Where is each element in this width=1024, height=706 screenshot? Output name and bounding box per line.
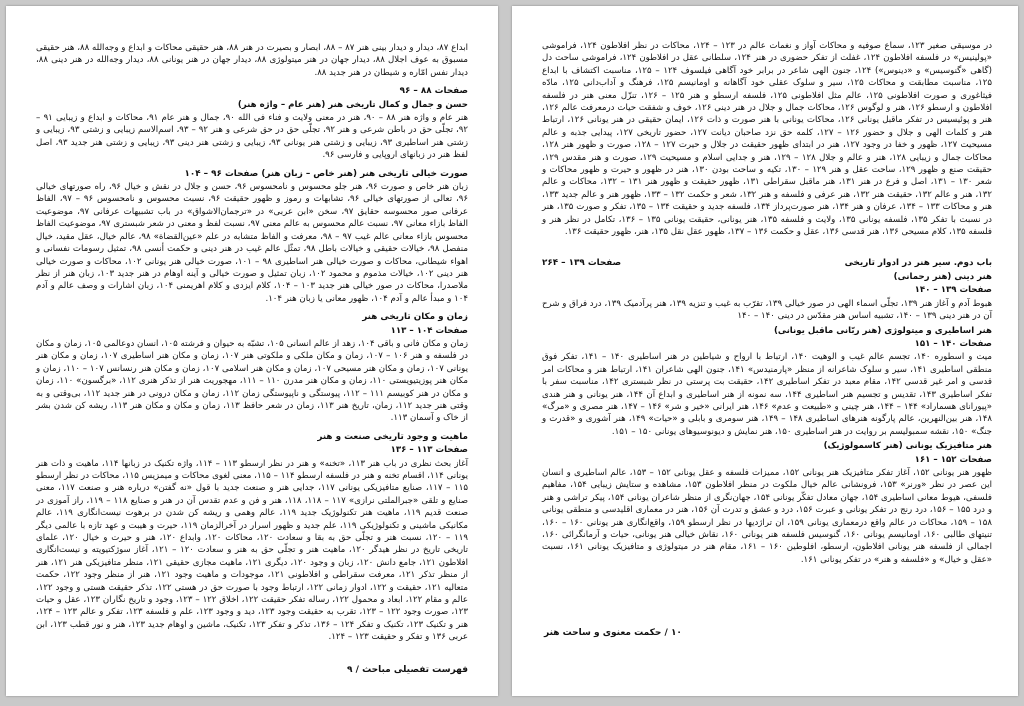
paragraph: هنر عام و واژه هنر ۸۸ – ۹۰، هنر در معنی ولایت و فناء فی الله ۹۰، جمال و هنر عام ۹۱، محاکات و ابداع و زیبایی ۹۱ – ۹۲، تجلّی حق در باطن شرعی و هنر ۹۲، تجلّی حق در حق شرعی و هنر ۹۲ – ۹۳، اسم‌الاسم زیبایی و زشتی ۹۳، زیبایی و زشتی هنر اساطیری ۹۳، زیبایی و زشتی هنر یونانی ۹۳، زیبایی و زشتی هنر دینی ۹۳، زیبایی و زشتی هنر جدید ۹۳، اصل لفظ هنر در زبانهای اروپایی و فارسی ۹۶. <box>36 113 468 161</box>
chapter-pages: صفحات ۱۳۹ – ۲۶۴ <box>542 257 622 268</box>
section-pages: صفحات ۸۸ – ۹۶ <box>399 86 468 97</box>
section-heading <box>36 85 468 97</box>
section-pages: صفحات ۱۵۲ – ۱۶۱ <box>914 454 992 465</box>
left-page <box>6 6 498 696</box>
paragraph: آغاز بحث نظری در باب هنر ۱۱۳، «تخنه» و هنر در نظر ارسطو ۱۱۳ – ۱۱۴، واژه تکنیک در زبانها ۱۱۴، ماهیت و ذات هنر یونانی ۱۱۴، اقسام تخنه و هنر در فلسفه ارسطو ۱۱۴ – ۱۱۵، معنی لغوی محاکات و میمزیس ۱۱۵، محاکات در نظر ارسطو ۱۱۵ – ۱۱۷، صنایع متافیزیکی یونانی ۱۱۷، جدایی هنر و صنعت جدید با قول «نه گفتن» درباره هنر و صنعت ۱۱۷، معنی صنایع و تلقی «جبرالملتی نرازی» ۱۱۷ – ۱۱۸، ۱۱۸، هنر و فن و عدم تقدس آن در هنر و صنایع ۱۱۸ – ۱۱۹، راز آموزی در صنعت قدیم ۱۱۹، ماهیت هنر تکنولوژیک جدید ۱۱۹، عالم وهمی و ریشه کن شدن در برهوت نیست‌انگاری ۱۱۹، عالم مکانیکی ماشینی و تکنولوژیکی ۱۱۹، علم جدید و ظهور اسرار در آخرالزمان ۱۱۹، حیرت و هیبت و عهد تازه با عالمی دیگر ۱۱۹ – ۱۲۰، نسبت هنر و تجلّی حق به بقا و سعادت ۱۲۰، محاکات ۱۲۰، وابداع ۱۲۰، هنر و حیرت و خیال ۱۲۰، علمای تاریخی تاریخ در نظر هیدگر ۱۲۰، ماهیت هنر و تجلّی حق به هنر و سعادت ۱۲۰ – ۱۲۱، آغاز سوژکتیویته و نیست‌انگاری افلاطون ۱۲۱، جامع دانش ۱۲۰، زبان و وجود ۱۲۰، دیگری ۱۲۱، ماهیت مجازی حقیقی ۱۲۱، منظر متافیزیکی هنر ۱۲۱، هنر از منظر تذکر ۱۲۱، معرفت سقراطی و افلاطونی ۱۲۱، موجودات و ماهیت وجود ۱۲۱، هنر از منظر وجود ۱۲۲، حکمت متعالیه ۱۲۱، حقیقت و ۱۲۲، ادوار زمانی ۱۲۲، ارتباط وجود با صورت حق در هستی ۱۲۲، تذکر حقیقت هستی و وجود ۱۲۲، عالم و مقام ۱۲۲، ابعاد و محمول ۱۲۲، رساله تفکر حقیقت ۱۲۲، اخلاق ۱۲۲ – ۱۲۳، وجود و تاریخ نگاران ۱۲۳، عقل و حیات ۱۲۳، صورت وجود ۱۲۲ – ۱۲۳، تقرب به حقیقت وجود ۱۲۳، دید و وجود ۱۲۳، علم و فلسفه ۱۲۳، تفکر و عالم ۱۲۳ – ۱۲۴، هنر و تکنیک ۱۲۳، تکنیک و تفکر ۱۲۴ – ۱۳۶، تذکر و تفکر ۱۲۳، تکنیک، ماشین و اوهام جدید ۱۲۳، هنر و نور قطب ۱۲۳، ابن عربی ۱۳۶ و تفکر و حقیقت ۱۲۳ – ۱۲۴. <box>36 458 469 643</box>
right-page-text-column <box>542 40 992 568</box>
paragraph: ابداع ۸۷، دیدار و دیدار بینی هنر ۸۷ – ۸۸، ابصار و بصیرت در هنر ۸۸، هنر حقیقی محاکات و ابداع و وجه‌الله ۸۸، هنر حقیقی مسبوق به عوف اجلال ۸۸، دیدار جهان در هنر میتولوژی ۸۸، دیدار جهان در هنر یونانی ۸۸، دیدار وجه‌الله در هنر دینی ۸۸، دیدار نفس امّاره و شیطان در هنر جدید ۸۸. <box>36 43 469 78</box>
paragraph: میت و اسطوره ۱۴۰، تجسم عالم غیب و الوهیت ۱۴۰، ارتباط با ارواح و شیاطین در هنر اساطیری ۱۴۰ – ۱۴۱، تفکر فوق منطقی اساطیری ۱۴۱، سیر و سلوک شاعرانه از منظر «پارمنیدس» ۱۴۱، جنون الهی شاعران ۱۴۱، ارتباط هنر و محاکات امر قدسی و امر غیر قدسی ۱۴۲، مقام معبد در تفکر اساطیری ۱۴۲، حقیقت بت پرستی در نظر شبستری ۱۴۲، مناسبت سفر با تفکر اساطیری ۱۴۳، تقدیس و تجسیم هنر اساطیری ۱۴۴، سه نمونه از هنر اساطیری و ابداع آن ۱۴۴، هنر یونانی و هنر هندی «پیورانای هسماراد» ۱۴۴ – ۱۴۴، هنر چینی و «طبیعت و عدم» ۱۴۶، هنر ایرانی «خیر و شر» ۱۴۶ – ۱۴۷، هنر مصری و «مرگ» ۱۴۸، هنر بین‌النهرین، عالم پارگونه هنرهای اساطیری ۱۴۸ – ۱۴۹، هنر سومری و بابلی و «حیات» ۱۴۹، هنر آشوری و «قدرت و جنگ» ۱۵۰، نقشه سمبولیسم بر روایت در هنر اساطیری ۱۵۰، هنر نمایش و دیونوسیوهای یونانی ۱۵۰ – ۱۵۱. <box>542 352 993 437</box>
section-title: هنر اساطیری و میتولوژی (هنر ربّانی ماقبل یونانی) <box>773 325 992 336</box>
section-title: هنر متافیزیک یونانی (هنر کاسمولوژیک) <box>823 441 992 452</box>
page-footer: فهرست تفصیلی مباحث / ۹ <box>347 665 468 675</box>
section-title: هنر دینی (هنر رحمانی) <box>893 271 992 282</box>
section-title: ماهیت و وجود تاریخی صنعت و هنر <box>317 431 468 442</box>
section-title: زمان و مکان تاریخی هنر <box>362 312 468 323</box>
chapter-heading <box>542 257 992 269</box>
section-pages: صفحات ۱۳۹ – ۱۴۰ <box>914 285 992 296</box>
chapter-title: باب دوم. سیر هنر در ادوار تاریخی <box>844 257 992 268</box>
paragraph: ظهور هنر یونانی ۱۵۲، آغاز تفکر متافیزیک هنر یونانی ۱۵۲، ممیزات فلسفه و عقل یونانی ۱۵۲ – ۱۵۳، عالم اساطیری و انسان این عصر در نظر «ورنر» ۱۵۳، فرونشانی عالم خیال ملکوت در منظر افلاطون ۱۵۳، مشاهده و ستایش زیبایی ۱۵۴، مفاهیم فلسفی، هیوط معانی اساطیری ۱۵۴، جهان معادل تفکّر یونانی ۱۵۴، جهان‌نگری از منظر شاعران یونانی ۱۵۴، پیکر تراشی و هنر و درد ۱۵۵ – ۱۵۶، درد رنج در تفکر یونانی و عبرت ۱۵۶، درد و عشق و تدرت آن ۱۵۶، هنر در معماری اقلیدسی و منطقی یونانی ۱۵۸ – ۱۵۹، محاکات در عالم واقع درمعماری یونانی ۱۵۹، ان تراژدیها در نظر ارسطو ۱۵۹، واقع‌انگاری هنر یونانی ۱۶۰ – ۱۶۰، تنیتهای طالبی ۱۶۰، اومانیسم یونانی ۱۶۰، گنوسیس فلسفه هنر یونانی ۱۶۰، نقاش خیالی هنر یونانی، حیات و آرمانگرائی ۱۶۰، اجمالی از فلسفه هنر یونانی افلاطون، ارسطو، افلوطین ۱۶۰ – ۱۶۱، مقام هنر در میتولوژی و متافیزیک یونانی ۱۶۱، نسبت «عقل و خیال» و «فلسفه و هنر» در تفکر یونانی ۱۶۱. <box>542 468 992 565</box>
paragraph: زبان هنر خاص و صورت ۹۶، هنر جلو محسوس و نامحسوس ۹۶، حسن و جلال در نقش و خیال ۹۶، راه صورتهای خیالی ۹۶، تعالی از صورتهای خیالی ۹۶، تشابهات و رموز و ظهور حقیقت ۹۶، نسبت محسوس و نامحسوس ۹۶ – ۹۷، الفاظ عرفانی صور محسوسه حقایق ۹۷، سخن «ابن عربی» در «ترجمان‌الاشواق» در باب تشبیهات عرفانی ۹۷، موضوعیت الفاظ بازاء معانی ۹۷، نسبت عالم محسوس به عالم معنی ۹۷، نسبت لفظ و معنی در شعر شبستری ۹۷، موضوعیت الفاظ محسوس بازاء معانی عالم غیب ۹۷ – ۹۸، معرفت و الفاظ متشابه در علم «عین‌القضاة» ۹۸، عالم خیال، عقل مقید، خیال منفصل ۹۸، خیالات حقیقی و خیالات باطل ۹۸، تمثّل عالم غیب در هنر دینی و حکمت أنسی ۹۸، تمثیل رسومات نفسانی و اهواء شیطانی، محاکات و صورت خیالی هنر اساطیری ۹۸ – ۱۰۱، صورت خیالی هنر یونانی ۱۰۲، محاکات و صورت خیالی هنر دینی ۱۰۲، خیالات مذموم و محمود ۱۰۲، زبان تمثیل و صورت خیالی و آینه اوهام در هنر جدید ۱۰۳، زبان هنر از نظر ملاصدرا، محاکات در صور خیالی هنر جدید ۱۰۳ – ۱۰۴، کلام ایزدی و کلام اهریمنی ۱۰۴، زبان اشارات و وصف عالم و آدم ۱۰۴ و مبدأ عالم و آدم ۱۰۴، ظهور معانی یا زبان هنر ۱۰۴. <box>36 182 469 304</box>
left-page-text-column <box>36 42 468 646</box>
right-page <box>512 6 1018 696</box>
section-heading <box>36 168 468 180</box>
section-pages: صفحات ۹۶ – ۱۰۴ <box>184 168 259 179</box>
section-title: صورت خیالی تاریخی هنر (هنر خاص – زبان هنر) <box>261 168 468 179</box>
section-pages: صفحات ۱۴۰ – ۱۵۱ <box>914 338 992 349</box>
section-heading <box>36 431 468 443</box>
paragraph: زمان و مکان فانی و باقی ۱۰۴، زهد از عالم انسانی ۱۰۵، تشبّه به حیوان و فرشته ۱۰۵، انسان دوعالمی ۱۰۵، زمان و مکان در فلسفه و هنر ۱۰۶ – ۱۰۷، زمان و مکان ملکی و ملکوتی هنر ۱۰۷، زمان و مکان هنر اساطیری ۱۰۷، زمان و مکان هنر یونانی ۱۰۷، زمان و مکان هنر مسیحی ۱۰۷، زمان و مکان هنر اسلامی ۱۰۷، زمان و مکان هنر رنسانس ۱۰۷ – ۱۱۰، زمان و مکان هنر پوزیتیویستی ۱۱۰، زمان و مکان هنر مدرن ۱۱۰ – ۱۱۱، مهجوریت هنر از تذکر هنری ۱۱۲، «برگسون» ۱۱۰، زمان و مکان در هنر کوبیسم ۱۱۱ – ۱۱۲، پیوستگی و ناپیوستگی زمان ۱۱۲، زمان و مکان درونی در هنر جدید ۱۱۲، بی‌وقتی و به وقتی هنر جدید ۱۱۲، زمان، تاریخ هنر ۱۱۳، زمان در شعر حافظ ۱۱۳، زمان و مکان و مکان هنر ۱۱۳، ریشه کن شدن بشر از خاک و آسمان ۱۱۳. <box>36 338 469 424</box>
section-title: حسن و جمال و کمال تاریخی هنر (هنر عام – واژه هنر) <box>237 99 468 110</box>
paragraph: هبوط آدم و آغاز هنر ۱۳۹، تجلّی اسماء الهی در صور خیالی ۱۳۹، تقرّب به غیب و تنزیه ۱۳۹، هنر پرآدمیک ۱۳۹، درد فراق و شرح آن در هنر دینی ۱۳۹ – ۱۴۰، تشبیه اساس هنر مقدّس در دینی ۱۴۰ – ۱۴۰ <box>542 298 992 322</box>
section-heading <box>36 311 468 323</box>
section-pages: صفحات ۱۰۴ – ۱۱۳ <box>390 325 468 336</box>
paragraph: در موسیقی صغیر ۱۲۳، سماع صوفیه و محاکات آواز و نغمات عالم در ۱۲۳ – ۱۲۴، محاکات در نظر افلاطون ۱۲۴، فراموشی «پولینیس» در فلسفه افلاطون ۱۲۴، غفلت از تفکر حضوری در هنر ۱۲۴، سلطانی عقل در افلاطون ۱۲۴، فراموشی ساحت دل (گاهی «گنوسیس» و «دینوس») ۱۲۴، جنون الهی شاعر در برابر خود آگاهی فیلسوف ۱۲۴ – ۱۲۵، مناسبت اکتشاف با ابداع ۱۲۵، مناسبت مطابقت و محاکات ۱۲۵، سیر و سلوک عقلی خود آگاهانه و اومانیسم ۱۲۵، فرهنگ و آداب‌دانی ۱۲۵، مادّه فیثاغوری و صورت افلاطونی ۱۲۵، عالم مثل افلاطونی ۱۲۵، فلسفه ارسطو و هنر ۱۲۵ – ۱۲۶، تنزّل معنی هنر در فلسفه افلاطون و ارسطو ۱۲۶، هنر و لوگوس ۱۲۶، محاکات جمال و جلال در هنر دینی ۱۲۶، خوف و شفقت حیات درمعرفت عالم ۱۲۶، هنر و پوئیسیس در تفکر ماقبل یونانی ۱۲۶، محاکات یونانی با هنر صورت و ذات ۱۲۶، ایمان حقیقی در هنر یونانی ۱۲۶، ارتباط هنر و کلمات الهی و جلال و حضور ۱۲۶ – ۱۲۷، کلمه حق نزد صاحبان دیانت ۱۲۷، حضور تاریخی ۱۲۷، پیدایی جذبه و عالم مسیحیت ۱۲۷، ظهور و خفا در وجود ۱۲۷، هنر در ابتدای ظهور حقیقت در جلال و حیرت ۱۲۷ – ۱۲۸، صورت و ظهور هنر ۱۲۸، محاکات جمال و زیبایی ۱۲۸، هنر و عالم و جلال ۱۲۸ – ۱۲۹، هنر و جدایی اسلام و مسیحیت ۱۲۹، صورت و هنر مقدس ۱۲۹، حقیقت صنع و ظهور ۱۲۹، ساحت عقل و هنر ۱۲۹ – ۱۳۰، تکیه و ساحت بودن ۱۳۰، هنر در ظهور و حیرت و ظهور محاکات و شعر ۱۳۰ – ۱۳۱، اصل و فرع در هنر ۱۳۱، هنر ماقبل سقراطی ۱۳۱، ظهور حقیقت و ظهور هنر ۱۳۱ – ۱۳۲، محاکات و عالم ۱۳۲، هنر و عالم ۱۳۲، حقیقت هنر ۱۳۲، هنر عرفی و فلسفه و هنر ۱۳۲، شعر و حکمت ۱۳۲ – ۱۳۳، ظهور هنر و عالم جدید ۱۳۳، هنر و محاکات ۱۳۳ – ۱۳۴، عرفان و هنر ۱۳۴، هنر صورت‌پرداز ۱۳۴، فلسفه جدید و حقیقت ۱۳۴ – ۱۳۵، تفکر و صورت ۱۳۵، هنر در نسبت با تفکر ۱۳۵، فلسفه یونانی ۱۳۵، ولایت و فلسفه ۱۳۵، هنر یونانی، حقیقت یونانی ۱۳۵ – ۱۳۶، تکامل در نظر هنر و فلسفه ۱۳۵، کلام مسیحی ۱۳۶، هنر قدسی ۱۳۶، عقل و حکمت ۱۳۶ – ۱۳۷، ظهور عقل نقل ۱۳۵، هنر، ظهور حقیقت ۱۳۶. <box>542 41 993 238</box>
section-pages: صفحات ۱۱۳ – ۱۳۶ <box>390 445 468 456</box>
page-footer: ۱۰ / حکمت معنوی و ساحت هنر <box>544 628 682 638</box>
